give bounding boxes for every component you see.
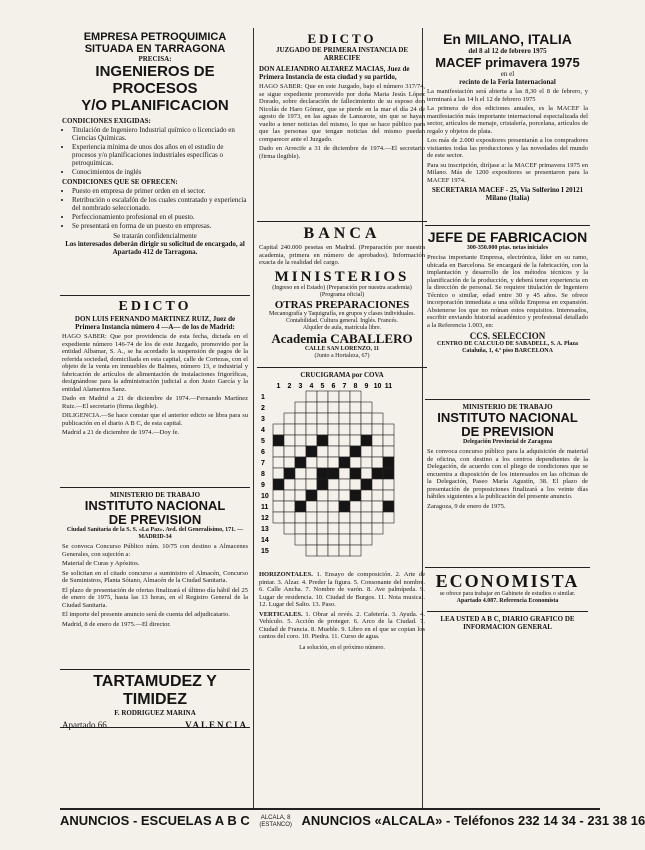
footer-alcala-box <box>259 815 292 829</box>
edicto-dated: Dado en Madrid a 21 de diciembre de 1974.—Fernando Martínez Ruiz.—El secretario (firma ilegible). <box>62 395 248 410</box>
crossword-cell <box>317 523 328 534</box>
crossword-cell <box>350 424 361 435</box>
jefe-salary: 300-350.000 ptas. netas iniciales <box>466 245 549 251</box>
crossword-row-number: 6 <box>261 449 265 456</box>
crossword-black-cell <box>306 490 317 501</box>
crossword-row-number: 13 <box>261 526 269 533</box>
macef-secretaria: SECRETARIA MACEF - 25, Via Solferino I 20121 Milano (Italia) <box>431 186 584 202</box>
crossword-black-cell <box>295 501 306 512</box>
crossword-black-cell <box>317 479 328 490</box>
edicto-body: HAGO SABER: Que en este Juzgado, bajo el número 317/74, se sigue expediente promovido por doña Maria Jesús López Dorado, sobre declaración de fallecimiento de su esposo don Nicolás de Haro Gómez, que se pierde en la mar el día 24 de agosto de 1973, en las aguas de Lanzarote, sin que se hayan vuelto a tener noticias del mismo, lo que se hace público para que las personas que tengan noticias del mismo puedan comparecer ante el Juzgado. <box>259 83 425 143</box>
ad-ministerio-madrid <box>60 488 250 670</box>
macef-venue: recinto de la Feria Internacional <box>459 78 556 86</box>
footer-alcala-top: ALCALA, 8 <box>260 814 291 821</box>
edicto-diligencia: DILIGENCIA.—Se hace constar que el anterior edicto se libra para su publicación en el diario A B C, de esta capital. <box>62 412 248 427</box>
crossword-cell <box>317 545 328 556</box>
crossword-black-cell <box>350 490 361 501</box>
crossword-cell <box>372 413 383 424</box>
horizontales-label: HORIZONTALES. <box>259 571 313 578</box>
crossword-cell <box>328 413 339 424</box>
crossword-cell <box>295 523 306 534</box>
crossword-cell <box>339 468 350 479</box>
academy-hours: (Junto a Hortaleza, 67) <box>314 352 370 359</box>
tartamudez-name: F. RODRIGUEZ MARINA <box>114 709 196 717</box>
banca-title: BANCA <box>303 225 381 242</box>
crossword-cell <box>306 523 317 534</box>
crossword-row-number: 11 <box>261 504 269 511</box>
crossword-cell <box>295 490 306 501</box>
crossword-cell <box>284 446 295 457</box>
crossword-cell <box>372 435 383 446</box>
needs-label: PRECISA: <box>138 55 172 63</box>
crossword-black-cell <box>295 457 306 468</box>
crossword-cell <box>350 545 361 556</box>
horizontales-clues: 1. Ensayo de composición. 2. Arte de pintar. 3. Alzar. 4. Preder la figura. 5. Consonante del nombre. 6. Calle Ancha. 7. Nombre de varón. 8. Ave palmípeda. 9. Lugar de residencia. 10. Ciudad de Burgos. 11. Nota musical. 12. Lugar del Salto. 13. Paso. <box>259 571 425 608</box>
crossword-cell <box>339 424 350 435</box>
macef-body1: La manifestación será abierta a las 8,30 el 8 de febrero, y terminará a las 14 h el 12 de febrero 1975 <box>427 88 588 103</box>
otras-title: OTRAS PREPARACIONES <box>274 298 410 311</box>
crossword-col-number: 11 <box>384 383 393 390</box>
edicto-judge: DON LUIS FERNANDO MARTINEZ RUIZ, Juez de Primera Instancia número 4 —A— de los de Madrid: <box>74 315 236 331</box>
crossword-cell <box>284 457 295 468</box>
crossword-cell <box>350 534 361 545</box>
crossword-cell <box>306 424 317 435</box>
crossword-cell <box>383 490 394 501</box>
crossword-cell <box>361 534 372 545</box>
macef-title: MACEF primavera 1975 <box>435 55 580 70</box>
edicto-title: EDICTO <box>118 299 192 314</box>
crossword-black-cell <box>350 468 361 479</box>
crossword-cell <box>328 479 339 490</box>
crossword-cell <box>273 468 284 479</box>
edicto-judge: DON ALEJANDRO ALTAREZ MACIAS, Juez de Primera Instancia de esta ciudad y su partido, <box>259 65 410 81</box>
crossword-cell <box>273 490 284 501</box>
jefe-body: Precisa importante Empresa, electrónica, líder en su ramo, ubicada en Barcelona. Se encargará de la fabricación, con la implantación y desarrollo de los métodos técnicos y la planificación de la producción, y deberá tener experiencia en la dirección de personal. Se requiere titulación de Ingeniero Técnico o similar, edad entre 30 y 45 años. Se ofrece incorporación inmediata a una sólida Empresa en expansión. Abstenerse los que no reúnan estos requisitos. Interesados, escribir enviando historial académico y profesional detallado a la Referencia 1.003, en: <box>427 254 588 329</box>
ad-tartamudez <box>60 670 250 728</box>
crossword-cell <box>361 523 372 534</box>
crossword-cell <box>339 413 350 424</box>
crossword-cell <box>372 446 383 457</box>
crossword-cell <box>273 501 284 512</box>
crossword-cell <box>317 457 328 468</box>
crossword-cell <box>372 523 383 534</box>
crossword-cell <box>306 402 317 413</box>
crossword-cell <box>328 545 339 556</box>
crossword-black-cell <box>372 468 383 479</box>
crossword-cell <box>328 446 339 457</box>
offer-item: • Retribución o escalafón de los cuales contratado y experiencia del nombrado seleccionado. <box>72 196 248 212</box>
macef-en-el: en el <box>500 70 515 78</box>
institute-item: Se solicitan en el citado concurso a suministro el Almacén, Concurso de Suministros, Planta Sótano, Almacén de la Ciudad Sanitaria. <box>62 569 248 584</box>
jefe-address: CENTRO DE CALCULO DE SABADELL, S. A. Plaza Cataluña, 1, 4.º piso BARCELONA <box>436 341 579 354</box>
footer-alcala-bottom: (ESTANCO) <box>259 821 292 828</box>
crossword-cell <box>361 457 372 468</box>
otras-sede: Alquiler de aula, matrícula libre. <box>302 324 382 331</box>
crossword-col-number: 9 <box>364 383 369 390</box>
crossword-black-cell <box>317 468 328 479</box>
required-item: • Conocimientos de inglés <box>72 168 248 176</box>
crossword-cell <box>361 490 372 501</box>
crossword-cell <box>317 402 328 413</box>
institute-line2: DE PREVISION <box>461 424 554 439</box>
crossword-cell <box>372 512 383 523</box>
crossword-cell <box>328 501 339 512</box>
crossword-cell <box>350 512 361 523</box>
footer-telefonos: ANUNCIOS «ALCALA» - Teléfonos 232 14 34 - 231 38 16 <box>301 813 645 828</box>
crossword-col-number: 10 <box>373 383 382 390</box>
crossword-col-number: 5 <box>320 383 325 390</box>
crossword-row-number: 5 <box>261 438 265 445</box>
edicto-date2: Madrid a 21 de diciembre de 1974.—Doy fe. <box>62 429 180 436</box>
edicto-subtitle: JUZGADO DE PRIMERA INSTANCIA DE ARRECIFE <box>275 46 409 62</box>
crossword-col-number: 2 <box>287 383 292 390</box>
crossword-cell <box>317 391 328 402</box>
crossword-cell <box>361 501 372 512</box>
crossword-cell <box>306 512 317 523</box>
crossword-black-cell <box>339 501 350 512</box>
crossword-cell <box>383 424 394 435</box>
crossword-cell <box>295 413 306 424</box>
crossword-col-number: 6 <box>331 383 336 390</box>
ad-edicto-arrecife <box>257 28 427 222</box>
crossword-cell <box>361 468 372 479</box>
crossword-cell <box>328 435 339 446</box>
institute-address: Ciudad Sanitaria de la S. S. «La Paz». Avd. del Generalísimo, 171. — MADRID-34 <box>66 527 244 540</box>
crossword-black-cell <box>361 479 372 490</box>
crossword-cell <box>339 479 350 490</box>
crossword-cell <box>328 512 339 523</box>
crossword-black-cell <box>383 457 394 468</box>
institute-sub: Delegación Provincial de Zaragoza <box>462 439 553 445</box>
crossword-cell <box>273 457 284 468</box>
crossword-cell <box>339 545 350 556</box>
institute-signed: Zaragoza, 9 de enero de 1975. <box>427 502 506 510</box>
job-title-line1: INGENIEROS DE PROCESOS <box>95 63 215 97</box>
crossword-cell <box>339 391 350 402</box>
crossword-cell <box>295 479 306 490</box>
crossword-verticales <box>259 611 425 641</box>
ad-petroquimica <box>60 28 250 296</box>
macef-body2: La primera de dos ediciones anuales, es la MACEF la manifestación más importante internacional especializada del sector, artículos de menaje, cristalería, porcelana, artículos de regalo y objetos de plata. <box>427 105 588 135</box>
required-item: • Titulación de Ingeniero Industrial químico o licenciado en Ciencias Químicas. <box>72 126 248 142</box>
tartamudez-contact <box>62 720 248 730</box>
banca-body: Capital 240.000 pesetas en Madrid. (Preparación por nuestra academia, primera en número de aprobados). Información exacta de la realidad del cargo. <box>259 244 425 266</box>
crossword-cell <box>350 501 361 512</box>
crossword-cell <box>328 490 339 501</box>
institute-line1: INSTITUTO NACIONAL <box>84 498 226 513</box>
crossword-grid <box>259 379 425 569</box>
ad-crucigrama <box>257 368 427 804</box>
footer-strip <box>60 808 645 832</box>
crossword-row-number: 12 <box>261 515 269 522</box>
crossword-cell <box>339 446 350 457</box>
academy-address: CALLE SAN LORENZO, 11 <box>304 345 380 352</box>
institute-line1: INSTITUTO NACIONAL <box>437 410 578 425</box>
offer-item: • Se presentará en forma de un puesto en empresas. <box>72 222 248 230</box>
crossword-cell <box>306 457 317 468</box>
crossword-col-number: 8 <box>353 383 358 390</box>
crossword-cell <box>383 479 394 490</box>
crossword-black-cell <box>306 446 317 457</box>
crossword-cell <box>372 424 383 435</box>
crossword-cell <box>306 435 317 446</box>
jefe-title: JEFE DE FABRICACION <box>427 229 588 245</box>
crossword-cell <box>361 446 372 457</box>
economista-title: ECONOMISTA <box>435 571 580 591</box>
crossword-cell <box>328 424 339 435</box>
ad-banca-ministerios <box>257 222 427 368</box>
crossword-col-number: 1 <box>276 383 281 390</box>
crossword-cell <box>317 413 328 424</box>
job-title-line2: Y/O PLANIFICACION <box>81 97 229 114</box>
crossword-black-cell <box>383 468 394 479</box>
crossword-cell <box>317 424 328 435</box>
crossword-cell <box>361 413 372 424</box>
tartamudez-apartado: Apartado 66 <box>62 720 107 730</box>
institute-item: El importe del presente anuncio será de cuenta del adjudicatario. <box>62 611 230 618</box>
offer-item: • Puesto en empresa de primer orden en el sector. <box>72 187 248 195</box>
institute-item: Material de Curas y Apósitos. <box>62 560 140 567</box>
crossword-cell <box>328 402 339 413</box>
ministerios-sub: (Ingreso en el Estado) (Preparación por nuestra academia) (Programa oficial) <box>272 284 412 298</box>
macef-body4: Para su inscripción, diríjase a: la MACEF primavera 1975 en Milano. Más de 1200 expositores se presentaron para la MACEF 1974. <box>427 161 588 184</box>
crossword-row-number: 10 <box>261 493 269 500</box>
crossword-cell <box>350 402 361 413</box>
crossword-cell <box>317 534 328 545</box>
crossword-cell <box>284 490 295 501</box>
crossword-cell <box>339 512 350 523</box>
offer-list <box>62 187 248 230</box>
crossword-row-number: 14 <box>261 537 269 544</box>
crossword-cell <box>273 424 284 435</box>
crossword-cell <box>339 402 350 413</box>
crossword-black-cell <box>350 446 361 457</box>
closing-text: Los interesados deberán dirigir su solicitud de encargado, al Apartado 412 de Tarragona. <box>65 240 245 256</box>
tartamudez-city: VALENCIA <box>185 720 248 730</box>
crossword-row-number: 2 <box>261 405 265 412</box>
tartamudez-title: TARTAMUDEZ Y TIMIDEZ <box>93 673 217 708</box>
crossword-cell <box>306 413 317 424</box>
ministerios-title: MINISTERIOS <box>274 268 410 285</box>
edicto-title: EDICTO <box>307 31 377 46</box>
macef-dates: del 8 al 12 de febrero 1975 <box>468 47 547 55</box>
crossword-cell <box>328 534 339 545</box>
crossword-cell <box>306 545 317 556</box>
crossword-cell <box>339 435 350 446</box>
ministry-name: MINISTERIO DE TRABAJO <box>109 491 201 499</box>
crossword-cell <box>350 523 361 534</box>
ad-macef <box>425 28 590 226</box>
crossword-cell <box>273 512 284 523</box>
crossword-cell <box>295 424 306 435</box>
ministry-name: MINISTERIO DE TRABAJO <box>462 403 553 411</box>
offer-item: • Perfeccionamiento profesional en el puesto. <box>72 213 248 221</box>
crossword-black-cell <box>383 501 394 512</box>
column-right <box>425 28 590 678</box>
crossword-cell <box>383 512 394 523</box>
column-middle <box>257 28 427 804</box>
crossword-cell <box>295 435 306 446</box>
crossword-cell <box>306 468 317 479</box>
jefe-selection: CCS. SELECCION <box>469 331 546 341</box>
verticales-label: VERTICALES. <box>259 610 303 618</box>
economista-ref: Apartado 4.087. Referencia Economista <box>456 598 559 604</box>
institute-body: Se convoca Concurso Público núm. 10/75 con destino a Almacenes Generales, con sujeción a: <box>62 543 248 558</box>
crossword-black-cell <box>339 457 350 468</box>
crossword-cell <box>317 490 328 501</box>
crossword-cell <box>284 523 295 534</box>
column-rule-1 <box>253 28 254 808</box>
required-heading: CONDICIONES EXIGIDAS: <box>62 117 151 125</box>
company-line2: SITUADA EN TARRAGONA <box>84 43 226 55</box>
academy-name: Academia CABALLERO <box>271 330 413 346</box>
crossword-cell <box>350 435 361 446</box>
macef-body3: Los más de 2.000 expositores presentarán a los compradores visitantes todas las producciones y las novedades del mundo de este sector. <box>427 137 588 159</box>
crossword-cell <box>295 534 306 545</box>
crossword-cell <box>361 512 372 523</box>
crossword-cell <box>350 391 361 402</box>
otras-body: Mecanografía y Taquigrafía, en grupos y clases individuales. Contabilidad. Cultura general. Inglés. Francés. <box>269 310 415 324</box>
crossword-cell <box>372 457 383 468</box>
crossword-black-cell <box>273 435 284 446</box>
ad-ministerio-zaragoza <box>425 400 590 568</box>
crossword-title: CRUCIGRAMA por COVA <box>300 371 384 379</box>
confidential-note: Se tratarán confidencialmente <box>113 232 197 240</box>
institute-item: El plazo de presentación de ofertas finalizará el último día hábil del 25 de enero de 1975, hasta las 13 horas, en el Registro General de la Ciudad Sanitaria. <box>62 586 248 609</box>
crossword-cell <box>317 501 328 512</box>
crossword-cell <box>372 479 383 490</box>
crossword-black-cell <box>328 468 339 479</box>
crossword-cell <box>328 523 339 534</box>
crossword-row-number: 9 <box>261 482 265 489</box>
crossword-row-number: 15 <box>261 548 269 555</box>
crossword-cell <box>328 457 339 468</box>
crossword-row-number: 4 <box>261 427 265 434</box>
crossword-row-number: 1 <box>261 394 265 401</box>
ad-edicto-madrid <box>60 296 250 488</box>
institute-line2: DE PREVISION <box>108 512 202 527</box>
macef-city: En MILANO, ITALIA <box>443 31 572 47</box>
crossword-cell <box>295 446 306 457</box>
crossword-cell <box>284 512 295 523</box>
crossword-solution-note: La solución, en el próximo número. <box>299 644 385 651</box>
crossword-cell <box>372 490 383 501</box>
crossword-cell <box>361 424 372 435</box>
crossword-cell <box>306 534 317 545</box>
crossword-black-cell <box>317 435 328 446</box>
verticales-clues: 1. Obrar al revés. 2. Cafetería. 3. Ayuda. 4. Vehículo. 5. Acción de proteger. 6. Arco de la Ciudad. 7. Ciudad de Francia. 8. Mueble. 9. Libro en el que se copian los cantos del coro. 10. Piedra. 11. Curso de agua. <box>259 610 425 640</box>
footer-escuelas: ANUNCIOS - ESCUELAS A B C <box>60 813 250 828</box>
crossword-cell <box>361 402 372 413</box>
institute-body: Se convoca concurso público para la adquisición de material de oficina, con destino a los centros dependientes de la Delegación, de acuerdo con el pliego de condiciones que se encuentra a disposición de los interesados en las oficinas de la Delegación, Paseo María Agustín, 38. El plazo de presentación de proposiciones finalizará a los veinte días hábiles siguientes a la publicación del presente anuncio. <box>427 448 588 500</box>
required-list <box>62 126 248 176</box>
crossword-cell <box>306 391 317 402</box>
crossword-cell <box>284 501 295 512</box>
crossword-cell <box>306 501 317 512</box>
crossword-row-number: 3 <box>261 416 265 423</box>
crossword-cell <box>295 512 306 523</box>
crossword-cell <box>284 435 295 446</box>
crossword-row-number: 8 <box>261 471 265 478</box>
crossword-cell <box>295 468 306 479</box>
crossword-cell <box>328 391 339 402</box>
crossword-col-number: 7 <box>342 383 347 390</box>
offer-heading: CONDICIONES QUE SE OFRECEN: <box>62 178 178 186</box>
crossword-col-number: 3 <box>298 383 303 390</box>
edicto-dated: Dado en Arrecife a 31 de diciembre de 1974.—El secretario (firma ilegible). <box>259 145 425 160</box>
crossword-cell <box>306 479 317 490</box>
crossword-cell <box>350 457 361 468</box>
crossword-cell <box>350 413 361 424</box>
crossword-cell <box>317 512 328 523</box>
crossword-col-number: 4 <box>309 383 314 390</box>
economista-body: se ofrece para trabajar en Gabinete de estudios o similar. <box>439 591 576 597</box>
crossword-cell <box>350 479 361 490</box>
crossword-cell <box>295 402 306 413</box>
crossword-cell <box>339 490 350 501</box>
crossword-black-cell <box>361 435 372 446</box>
ad-jefe-fabricacion <box>425 226 590 400</box>
edicto-body: HAGO SABER: Que por providencia de esta fecha, dictada en el expediente número 146-74 de los de este Juzgado, promovido por la entidad Albamar, S. A., se ha acordado la suspensión de pagos de la referida sociedad, domiciliada en esta capital, calle de Cortezas, con el objeto de la venta en inmuebles de Balmes, número 13, e industrial y fabricación de artículos de alimentación de instalaciones frigoríficas, designándose para la administración judicial a don Justo García y la entidad Alamentos Sanz. <box>62 333 248 393</box>
crossword-black-cell <box>284 468 295 479</box>
crossword-row-number: 7 <box>261 460 265 467</box>
crossword-area <box>259 379 425 569</box>
crossword-horizontales <box>259 571 425 609</box>
crossword-black-cell <box>273 479 284 490</box>
ad-economista <box>425 568 590 678</box>
crossword-cell <box>273 446 284 457</box>
crossword-cell <box>317 446 328 457</box>
crossword-cell <box>383 446 394 457</box>
crossword-cell <box>339 523 350 534</box>
institute-signed: Madrid, 8 de enero de 1975.—El director. <box>62 620 171 628</box>
column-left <box>60 28 250 728</box>
crossword-cell <box>284 424 295 435</box>
company-line1: EMPRESA PETROQUIMICA <box>83 31 227 43</box>
abc-promo: LEA USTED A B C, DIARIO GRAFICO DE INFORMACION GENERAL <box>427 611 588 631</box>
crossword-cell <box>284 413 295 424</box>
crossword-cell <box>383 435 394 446</box>
crossword-cell <box>372 501 383 512</box>
required-item: • Experiencia mínima de unos dos años en el estudio de procesos y/o planificaciones industriales específicas o petroquímicas. <box>72 143 248 167</box>
crossword-cell <box>339 534 350 545</box>
crossword-cell <box>284 479 295 490</box>
